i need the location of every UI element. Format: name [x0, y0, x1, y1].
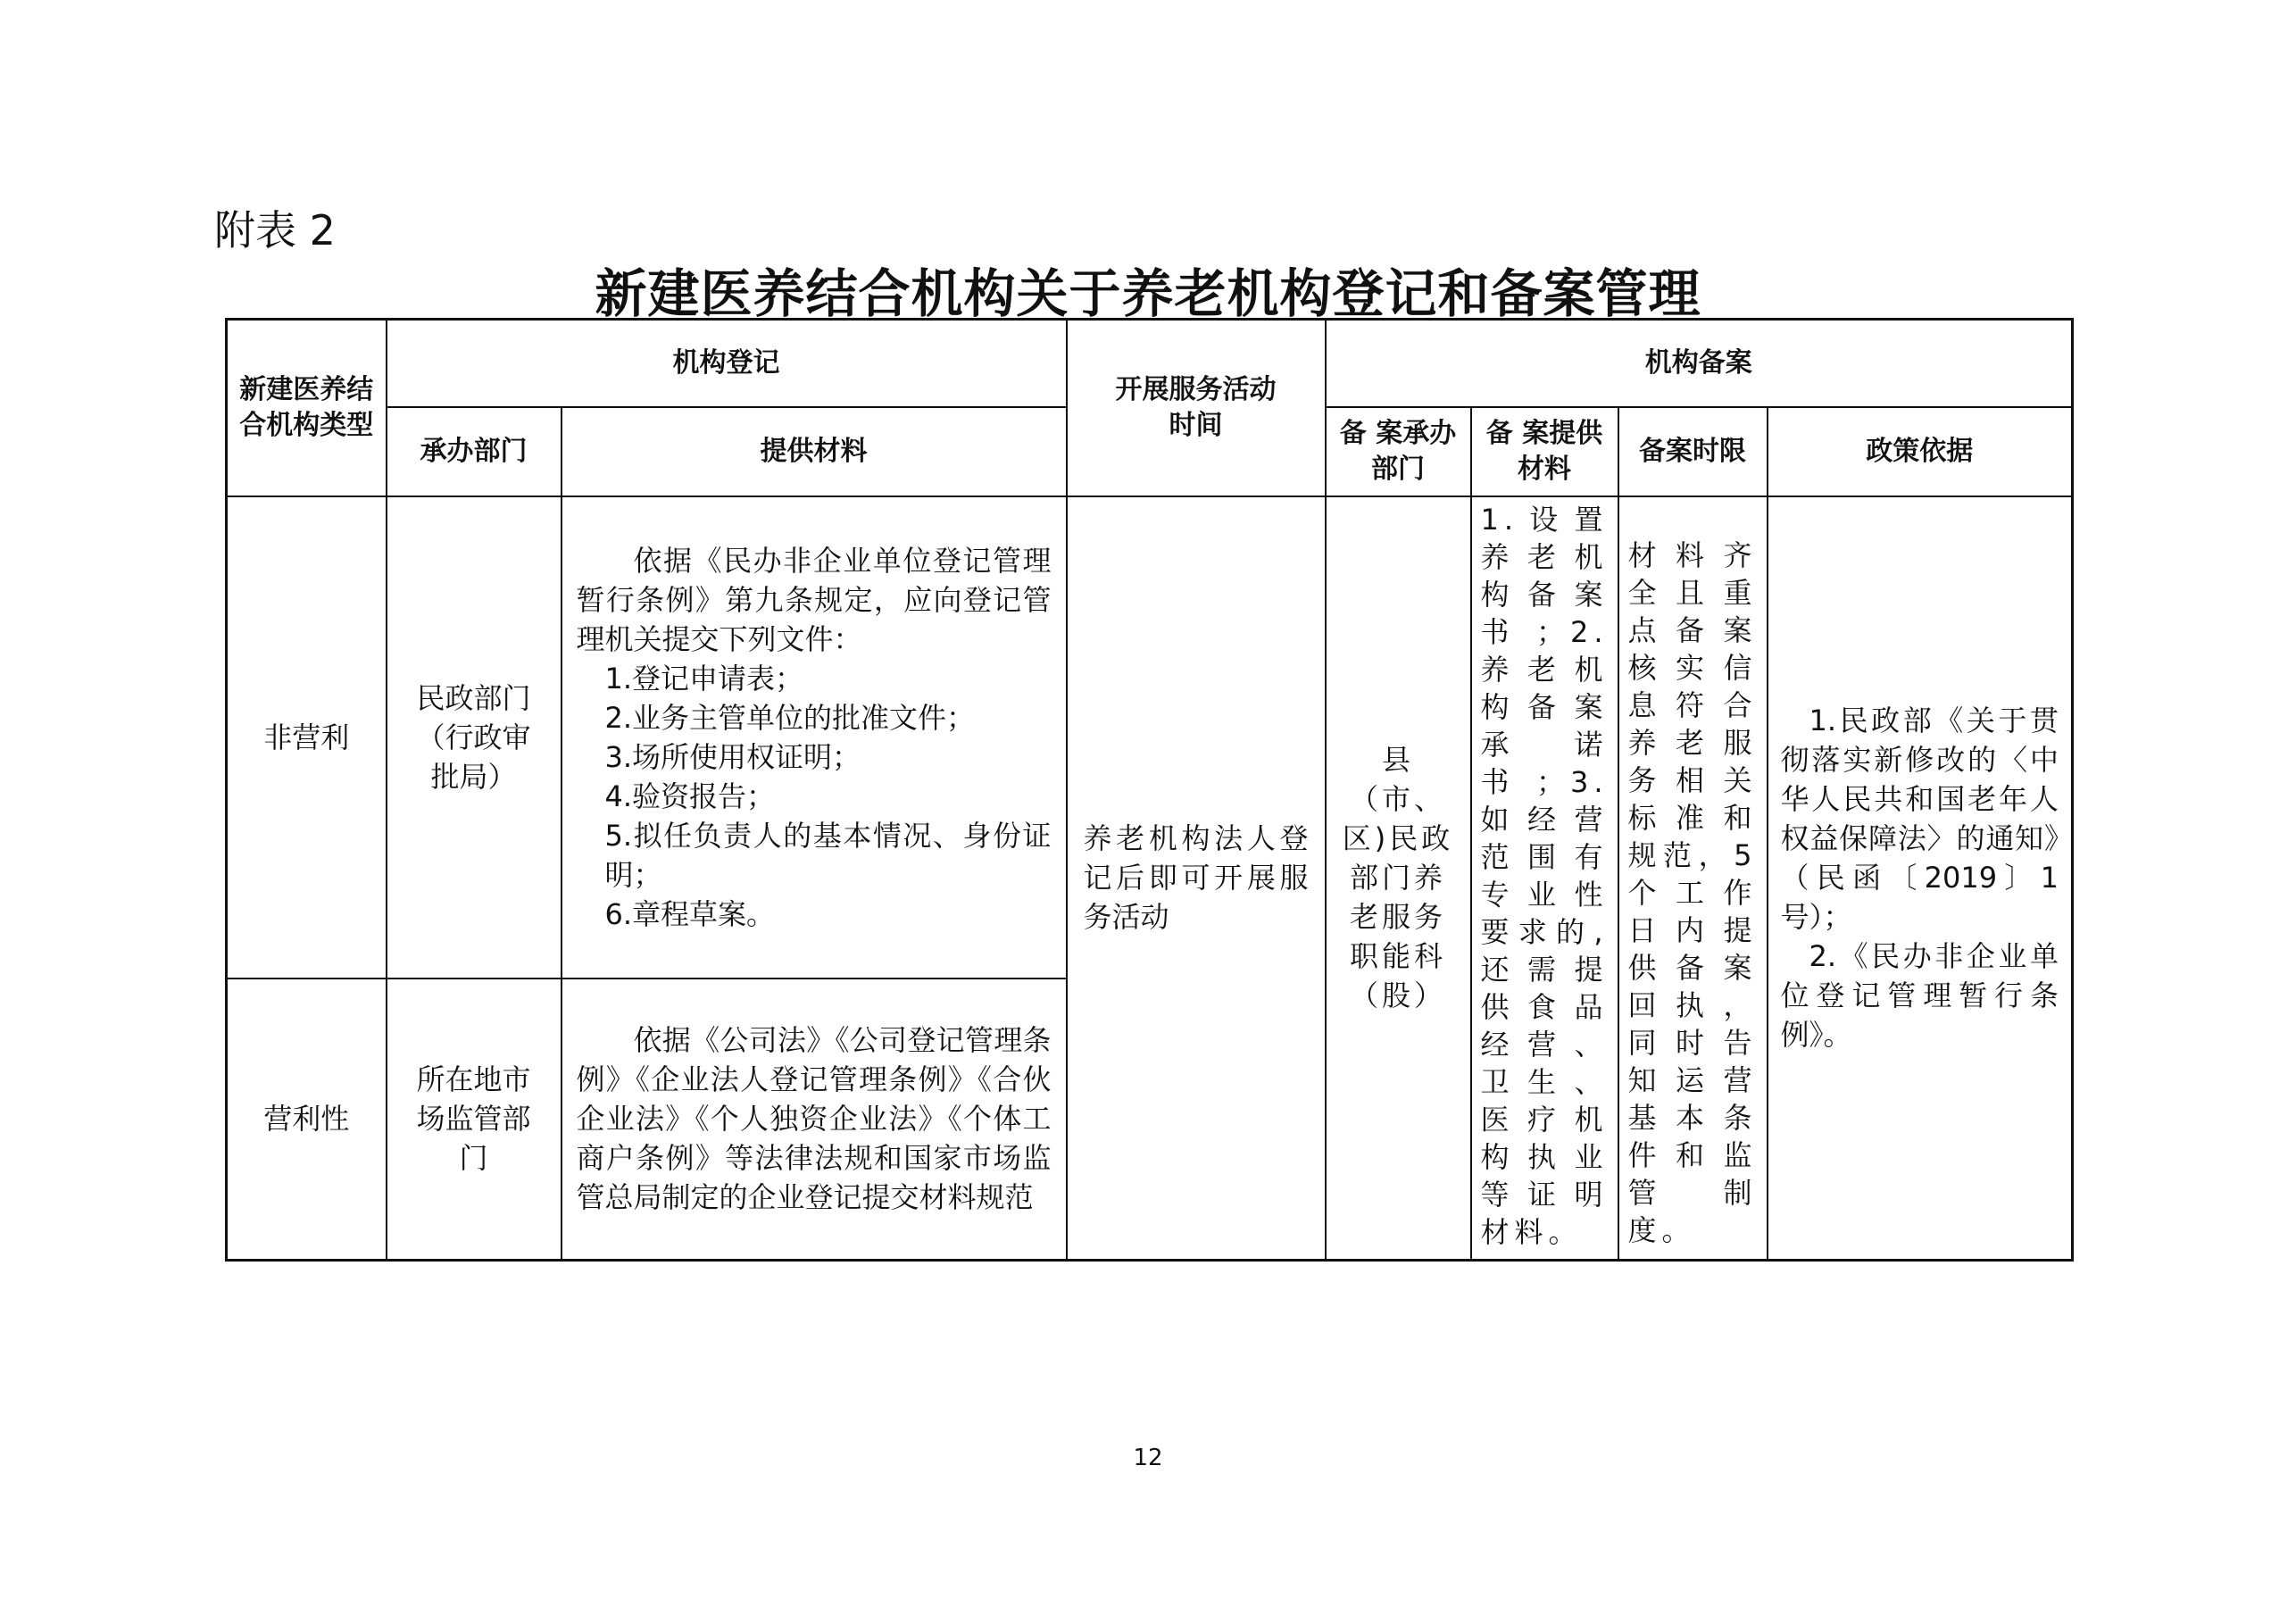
- policy-item-1: 1.民政部《关于贯彻落实新修改的〈中华人民共和国老年人权益保障法〉的通知》（民函〔2019〕1号）；: [1780, 704, 2059, 935]
- header-service-time: 开展服务活动时间: [1067, 320, 1326, 496]
- table-row: [227, 496, 2073, 979]
- list-item: 1.登记申请表；: [604, 661, 804, 695]
- header-filing-deadline: 备案时限: [1618, 407, 1768, 496]
- list-item: 2.业务主管单位的批准文件；: [604, 700, 976, 735]
- filing-dept-cell: 县（市、区)民政部门养老服务职能科（股）: [1326, 496, 1471, 1261]
- registration-filing-table: [225, 318, 2074, 1262]
- header-filing-materials: 备 案提供材料: [1471, 407, 1618, 496]
- row-type: 非营利: [227, 496, 387, 979]
- header-reg-dept: 承办部门: [387, 407, 562, 496]
- document-title: 新建医养结合机构关于养老机构登记和备案管理: [595, 263, 1701, 324]
- page-number: 12: [1133, 1445, 1163, 1471]
- row-materials: 依据《公司法》《公司登记管理条例》《企业法人登记管理条例》《合伙企业法》《个人独资企业法》《个体工商户条例》等法律法规和国家市场监管总局制定的企业登记提交材料规范: [562, 979, 1067, 1261]
- header-filing-dept: 备 案承办部门: [1326, 407, 1471, 496]
- policy-item-2: 2.《民办非企业单位登记管理暂行条例》。: [1780, 939, 2059, 1053]
- header-type: 新建医养结合机构类型: [227, 320, 387, 496]
- row-type: 营利性: [227, 979, 387, 1261]
- header-policy: 政策依据: [1768, 407, 2073, 496]
- policy-cell: [1768, 496, 2073, 1261]
- filing-materials-cell: 1.设置养老机构备案书；2.养老机构备案承诺书；3.如经营范围有专业性要求的,还需提供食品经营、卫生、医疗机构执业等证明材料。: [1471, 496, 1618, 1261]
- list-item: 6.章程草案。: [604, 896, 776, 931]
- list-item: 3.场所使用权证明；: [604, 739, 861, 774]
- appendix-label: 附表 2: [214, 206, 336, 254]
- list-item: 5.拟任负责人的基本情况、身份证明；: [604, 818, 1052, 892]
- row-dept: 所在地市场监管部门: [387, 979, 562, 1261]
- materials-intro: 依据《民办非企业单位登记管理暂行条例》第九条规定，应向登记管理机关提交下列文件：: [576, 543, 1052, 656]
- header-reg-materials: 提供材料: [562, 407, 1067, 496]
- row-materials: [562, 496, 1067, 979]
- filing-deadline-cell: 材料齐全且重点备案核实信息符合养老服务相关标准和规范，5个工作日内提供备案回执，同时告知运营基本条件和监管制度。: [1618, 496, 1768, 1261]
- list-item: 4.验资报告；: [604, 779, 776, 813]
- row-dept: 民政部门（行政审批局）: [387, 496, 562, 979]
- service-time-cell: 养老机构法人登记后即可开展服务活动: [1067, 496, 1326, 1261]
- header-registration: 机构登记: [387, 320, 1067, 407]
- header-filing: 机构备案: [1326, 320, 2073, 407]
